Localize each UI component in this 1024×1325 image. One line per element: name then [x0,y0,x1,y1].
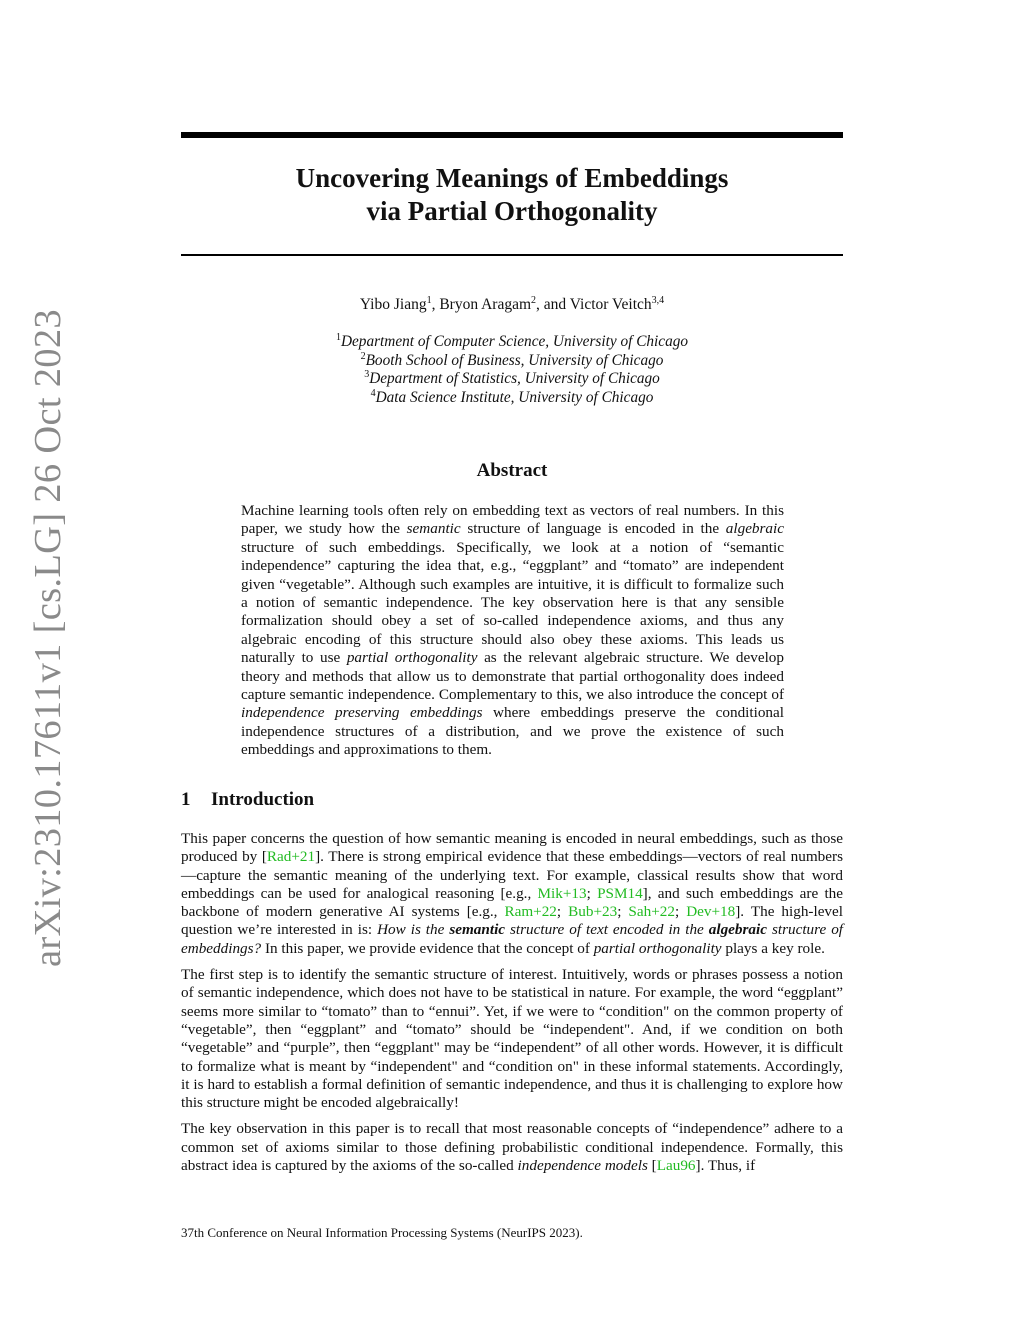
affiliation-text: Booth School of Business, University of Chicago [365,351,664,369]
affiliation-text: Data Science Institute, University of Chicago [375,388,654,406]
author-affiliation-mark: 3,4 [651,295,665,306]
affiliation [181,389,843,408]
text-run: ]. The high-level question we’re interested in is: [181,903,843,939]
conference-footnote: 37th Conference on Neural Information Processing Systems (NeurIPS 2023). [181,1225,583,1240]
affiliation-mark: 4 [370,387,376,399]
abstract-emphasis: semantic [406,520,461,538]
text-run: ; [556,903,569,921]
emphasis-run: structure of text encoded in the [505,921,709,939]
citation-link[interactable]: Ram+22 [504,903,557,921]
author-list [181,296,843,314]
abstract-emphasis: independence preserving embeddings [241,704,483,722]
affiliation-mark: 1 [335,332,341,343]
abstract-text-run: where embeddings preserve the conditional independence structures of a distribution, and we prove the existence of such embeddings and approximations to them. [241,704,784,759]
citation-link[interactable]: Rad+21 [266,848,316,866]
affiliation-mark: 3 [364,369,370,380]
abstract-body [241,502,784,760]
citation-link[interactable]: Lau96 [656,1157,696,1175]
emphasis-run: partial orthogonality [593,939,722,957]
affiliation [181,333,843,352]
emphasis-run: How is the [377,921,450,939]
text-run: ; [586,884,598,902]
citation-link[interactable]: Bub+23 [568,903,618,921]
text-run: The key observation in this paper is to recall that most reasonable concepts of “independence” adhere to a common set of axioms similar to those defining probabilistic conditional independence. Formally, this abstract idea is captured by the axioms of the so-called [181,1120,843,1175]
abstract-heading: Abstract [476,460,548,481]
text-run: plays a key role. [721,939,825,957]
paper-title [181,162,843,228]
text-run: ]. There is strong empirical evidence that these embeddings—vectors of real numbers—capture the semantic meaning of the underlying text. For example, classical results show that word embeddings can be used for analogical reasoning [e.g., [181,848,843,902]
text-run: ]. Thus, if [695,1157,756,1175]
author-separator: , [431,296,440,313]
abstract-text-run: structure of such embeddings. Specifically, we look at a notion of “semantic independence” capturing the idea that, e.g., “eggplant” and “tomato” are independent given “vegetable”. Although such examples are intuitive, it is difficult to formalize such a notion of semantic independence. The key observation here is that any sensible formalization should obey a set of so-called independence axioms, and thus any algebraic encoding of this structure should also obey these axioms. This leads us naturally to use [241,538,784,667]
citation-link[interactable]: Sah+22 [628,903,675,921]
title-bottom-rule [181,254,843,256]
author-affiliation-mark: 2 [531,295,537,306]
text-run: ; [674,903,687,921]
text-run: ; [617,903,629,921]
abstract-text-run: Machine learning tools often rely on embedding text as vectors of real numbers. In this paper, we study how the [241,502,784,538]
abstract-emphasis: partial orthogonality [346,649,478,667]
affiliation-text: Department of Computer Science, University of Chicago [340,333,689,350]
abstract-text-run: as the relevant algebraic structure. We develop theory and methods that allow us to demonstrate that partial orthogonality does indeed capture semantic independence. Complementary to this, we also introduce the concept of [241,649,784,704]
affiliation [181,370,843,389]
citation-link[interactable]: Mik+13 [537,884,587,902]
text-run: ], and such embeddings are the backbone of modern generative AI systems [e.g., [181,884,843,921]
affiliation-list [181,333,843,407]
author-separator: , and [536,296,570,313]
text-run: [ [647,1157,657,1175]
author-affiliation-mark: 1 [426,295,432,306]
title-top-rule [181,132,843,138]
arxiv-identifier: arXiv:2310.17611v1 [cs.LG] 26 Oct 2023 [27,309,69,967]
introduction-body [181,830,843,1183]
author-name: Bryon Aragam [439,296,532,313]
section-title: Introduction [211,789,315,810]
citation-link[interactable]: Dev+18 [686,903,736,921]
section-heading-introduction [181,789,314,811]
abstract-emphasis: algebraic [725,520,784,538]
strong-emphasis-run: semantic [449,921,506,939]
affiliation-text: Department of Statistics, University of Chicago [369,370,660,387]
paragraph-3 [181,1120,843,1175]
paragraph-1 [181,830,843,958]
affiliation-mark: 2 [360,350,366,362]
affiliation [181,352,843,371]
text-run: In this paper, we provide evidence that the concept of [261,939,594,957]
emphasis-run: independence models [517,1157,648,1175]
emphasis-run: structure of embeddings? [181,921,844,957]
author-name: Yibo Jiang [359,296,427,313]
strong-emphasis-run: algebraic [708,921,767,939]
author-name: Victor Veitch [569,296,652,313]
title-line-1: Uncovering Meanings of Embeddings [295,163,729,193]
abstract-text-run: structure of language is encoded in the [460,520,726,538]
citation-link[interactable]: PSM14 [597,884,643,902]
section-number: 1 [181,789,191,810]
text-run: This paper concerns the question of how semantic meaning is encoded in neural embeddings, such as those produced by [ [181,830,843,866]
paragraph-2: The first step is to identify the semantic structure of interest. Intuitively, words or phrases possess a notion of semantic independence, which does not have to be statistical in nature. For example, the word “eggplant” seems more similar to “tomato” than to “ennui”. Yet, if we were to “condition" on the common property of “vegetable”, then “eggplant” and “tomato” should be “independent". And, if we condition on both “vegetable” and “purple”, then “eggplant" may be “independent” of all other words. However, it is difficult to formalize what is meant by “independent" and “condition on" in these informal statements. Accordingly, it is hard to establish a formal definition of semantic independence, and thus it is challenging to explore how this structure might be encoded algebraically! [181,966,843,1112]
title-line-2: via Partial Orthogonality [366,196,658,226]
